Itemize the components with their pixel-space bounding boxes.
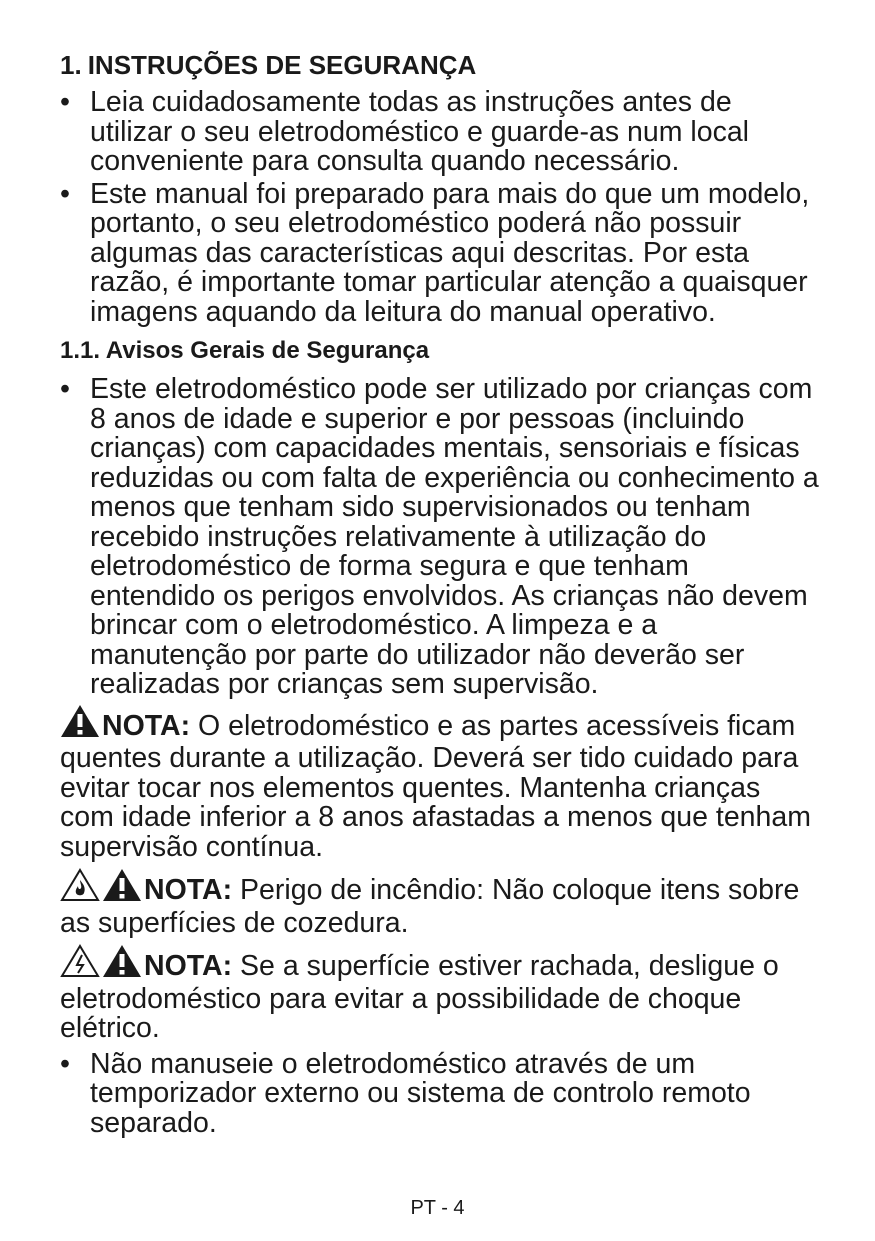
bullet-marker: • bbox=[60, 86, 70, 118]
bullet-list bbox=[60, 88, 820, 327]
bullet-marker: • bbox=[60, 1047, 70, 1080]
bullet-text: Não manuseie o eletrodoméstico através de um temporizador externo ou sistema de controlo remoto separado. bbox=[90, 1047, 751, 1139]
page-number: PT - 4 bbox=[410, 1197, 465, 1219]
list-item bbox=[60, 375, 820, 700]
note-text: Perigo de incêndio: Não coloque itens sobre as superfícies de cozedura. bbox=[60, 874, 800, 939]
manual-page bbox=[60, 50, 820, 1141]
section-heading bbox=[60, 50, 820, 80]
note-text: Se a superfície estiver rachada, desligue o eletrodoméstico para evitar a possibilidade de choque elétrico. bbox=[60, 950, 779, 1044]
list-item bbox=[60, 177, 820, 328]
electric-hazard-icon bbox=[60, 944, 100, 985]
bullet-text: Este eletrodoméstico pode ser utilizado por crianças com 8 anos de idade e superior e por pessoas (incluindo crianças) com capacidades mentais, sensoriais e físicas reduzidas ou com falta de experiência ou conhecimento a menos que tenham sido supervisionados ou tenham recebido instruções relativamente à utilização do eletrodoméstico de forma segura e que tenham entendido os perigos envolvidos. As crianças não devem brincar com o eletrodoméstico. A limpeza e a manutenção por parte do utilizador não deverão ser realizadas por crianças sem supervisão. bbox=[90, 373, 819, 700]
bullet-marker: • bbox=[60, 177, 70, 210]
warning-note bbox=[60, 704, 820, 863]
warning-icon bbox=[60, 704, 100, 745]
bullet-list bbox=[60, 1047, 820, 1139]
note-label: NOTA: bbox=[144, 950, 233, 982]
bullet-text: Este manual foi preparado para mais do que um modelo, portanto, o seu eletrodoméstico poderá não possuir algumas das características aqui descritas. Por esta razão, é importante tomar particular atenção a quaisquer imagens aquando da leitura do manual operativo. bbox=[90, 177, 810, 328]
warning-icon bbox=[102, 944, 142, 985]
section-number: 1. bbox=[60, 50, 82, 80]
note-label: NOTA: bbox=[102, 709, 191, 742]
list-item bbox=[60, 1047, 820, 1139]
bullet-text: Leia cuidadosamente todas as instruções antes de utilizar o seu eletrodoméstico e guarde-as num local conveniente para consulta quando necessário. bbox=[90, 86, 750, 177]
subsection-heading: 1.1. Avisos Gerais de Segurança bbox=[60, 337, 430, 364]
bullet-list bbox=[60, 375, 820, 700]
section-title: INSTRUÇÕES DE SEGURANÇA bbox=[87, 50, 477, 80]
list-item bbox=[60, 88, 820, 177]
bullet-marker: • bbox=[60, 373, 70, 405]
note-text: O eletrodoméstico e as partes acessíveis ficam quentes durante a utilização. Deverá ser tido cuidado para evitar tocar nos elementos quentes. Mantenha crianças com idade inferior a 8 anos afastadas a menos que tenham supervisão contínua. bbox=[60, 709, 811, 863]
warning-icon bbox=[102, 868, 142, 909]
warning-note bbox=[60, 944, 820, 1044]
warning-note bbox=[60, 868, 820, 938]
note-label: NOTA: bbox=[144, 874, 233, 906]
fire-hazard-icon bbox=[60, 868, 100, 909]
